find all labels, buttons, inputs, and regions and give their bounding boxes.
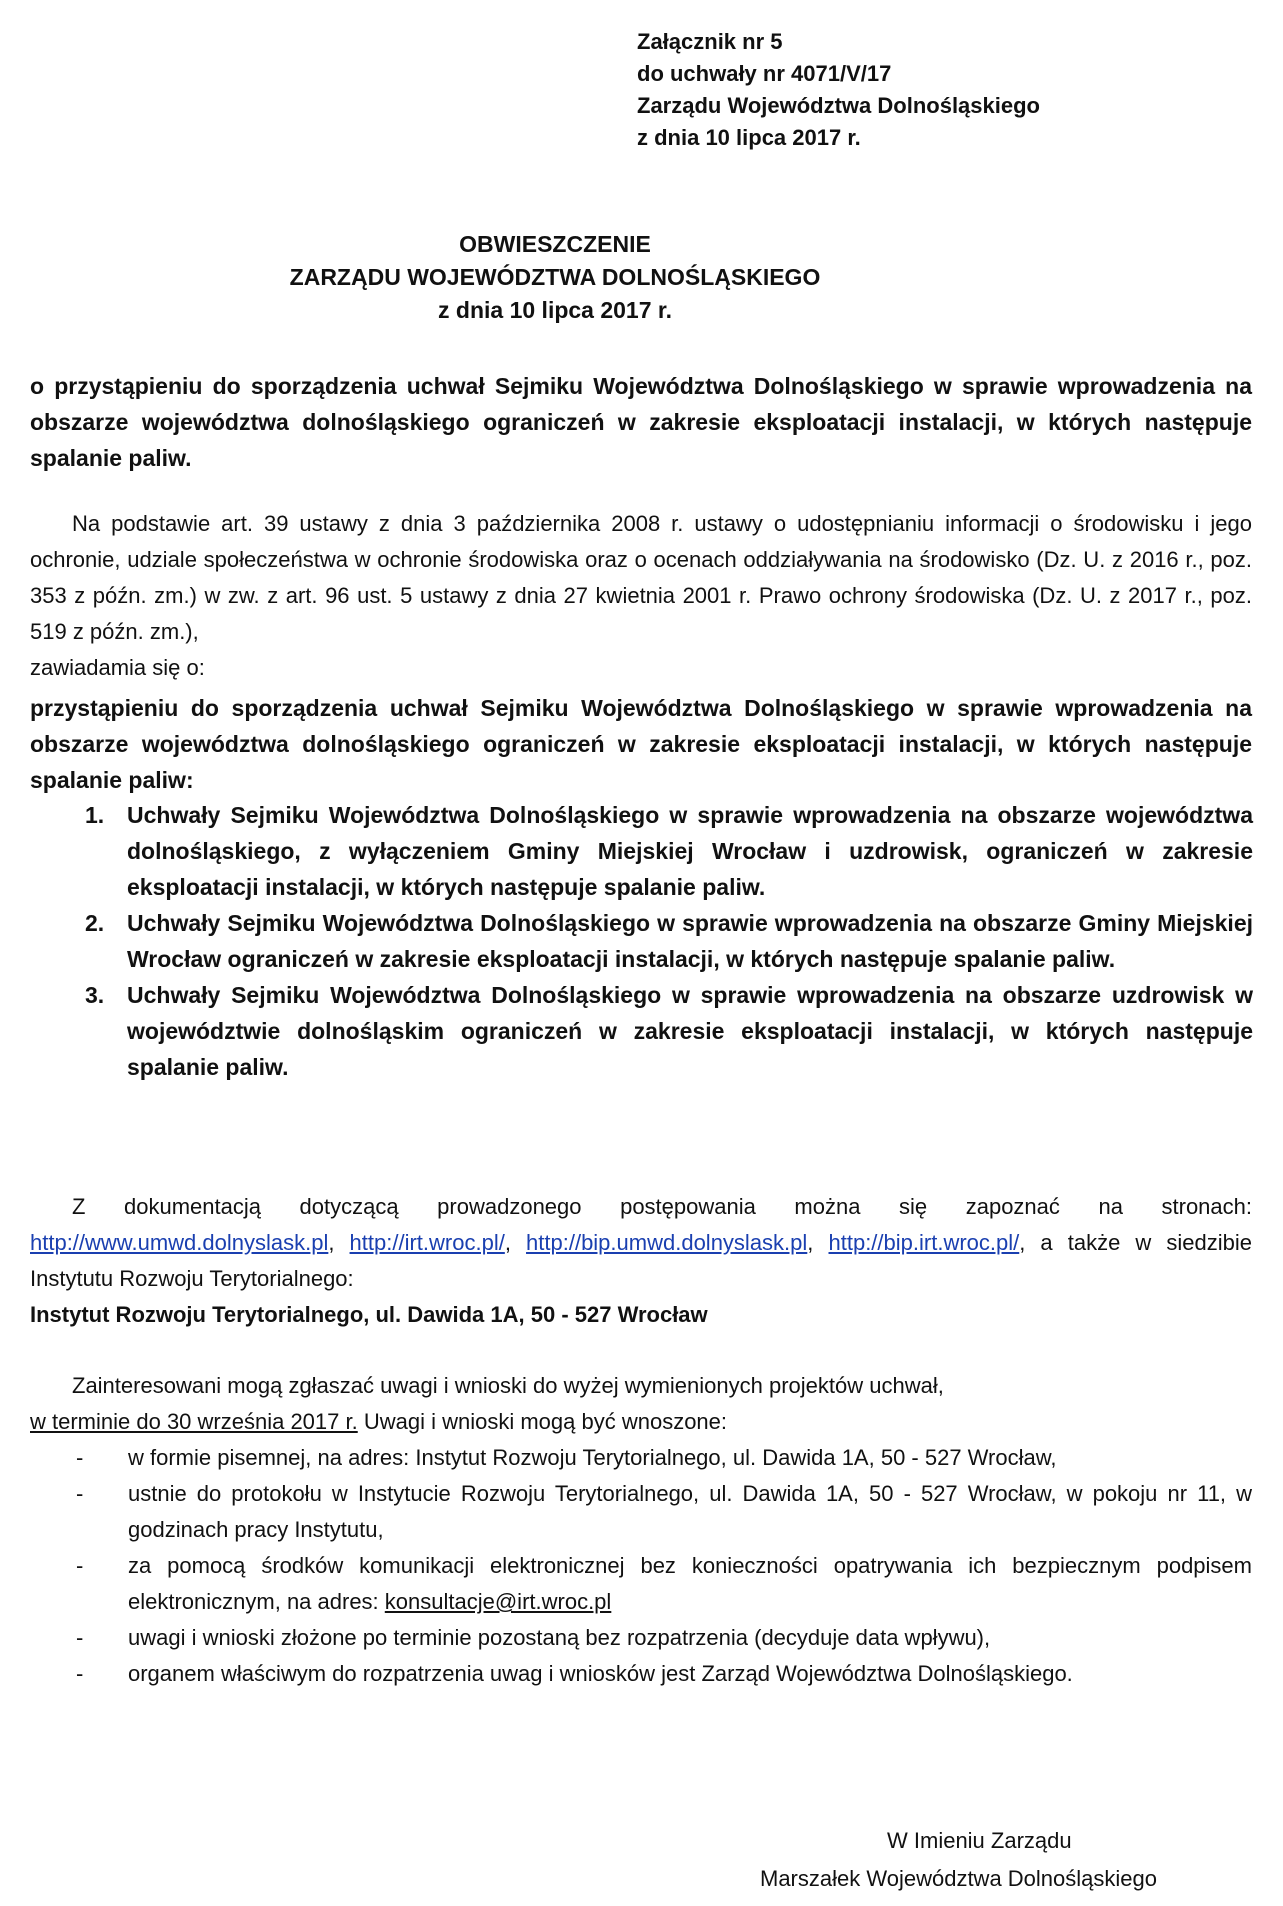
signature-block	[760, 1822, 1260, 1898]
remarks-deadline: w terminie do 30 września 2017 r.	[30, 1409, 358, 1434]
remarks-intro: Zainteresowani mogą zgłaszać uwagi i wnioski do wyżej wymienionych projektów uchwał,	[72, 1373, 944, 1398]
notice-statement: zawiadamia się o:	[30, 655, 205, 680]
notice-authority: ZARZĄDU WOJEWÓDZTWA DOLNOŚLĄSKIEGO	[289, 264, 821, 290]
dash-bullet: -	[76, 1481, 84, 1506]
list-item	[76, 1548, 1252, 1620]
submission-written: w formie pisemnej, na adres: Instytut Rozwoju Terytorialnego, ul. Dawida 1A, 50 - 527 Wrocław,	[128, 1445, 1057, 1470]
link-bip-irt[interactable]: http://bip.irt.wroc.pl/	[828, 1230, 1020, 1255]
dash-bullet: -	[76, 1661, 84, 1686]
resolution-number: 3.	[85, 982, 105, 1008]
attachment-number: Załącznik nr 5	[637, 29, 783, 54]
submission-electronic: za pomocą środków komunikacji elektronicznej bez konieczności opatrywania ich bezpiecznym podpisem elektronicznym, na adres:	[128, 1553, 1252, 1614]
list-item	[76, 1656, 1252, 1692]
issuing-board: Zarządu Województwa Dolnośląskiego	[637, 93, 1040, 118]
resolution-item	[85, 905, 1253, 977]
resolution-number: 2.	[85, 910, 105, 936]
resolution-number: 1.	[85, 802, 105, 828]
documentation-intro: Z dokumentacją dotyczącą prowadzonego postępowania można się zapoznać na stronach:	[72, 1194, 1252, 1219]
legal-basis-text: Na podstawie art. 39 ustawy z dnia 3 października 2008 r. ustawy o udostępnianiu informacji o środowisku i jego ochronie, udziale społeczeństwa w ochronie środowiska oraz o ocenach oddziaływania na środowisko (Dz. U. z 2016 r., poz. 353 z późn. zm.) w zw. z art. 96 ust. 5 ustawy z dnia 27 kwietnia 2001 r. Prawo ochrony środowiska (Dz. U. z 2017 r., poz. 519 z późn. zm.),	[30, 511, 1252, 644]
remarks-paragraph	[30, 1368, 1252, 1440]
documentation-text: Z dokumentacją dotyczącą prowadzonego postępowania można się zapoznać na stronach: http://www.umwd.dolnyslask.pl, http://irt.wroc.pl/, http://bip.umwd.dolnyslask.pl, http://bip.irt.wroc.pl/, a także w siedzibie Instytutu Rozwoju Terytorialnego:	[30, 1194, 1252, 1291]
dash-bullet: -	[76, 1625, 84, 1650]
dash-bullet: -	[76, 1445, 84, 1470]
email-address[interactable]: konsultacje@irt.wroc.pl	[384, 1589, 612, 1614]
link-bip-umwd[interactable]: http://bip.umwd.dolnyslask.pl	[526, 1230, 808, 1255]
resolution-item	[85, 977, 1253, 1085]
attachment-header	[637, 26, 1040, 154]
dash-bullet: -	[76, 1553, 84, 1578]
signature-on-behalf: W Imieniu Zarządu	[887, 1828, 1072, 1853]
competent-authority-note: organem właściwym do rozpatrzenia uwag i wniosków jest Zarząd Województwa Dolnośląskiego.	[128, 1661, 1073, 1686]
late-submission-note: uwagi i wnioski złożone po terminie pozostaną bez rozpatrzenia (decyduje data wpływu),	[128, 1625, 991, 1650]
link-irt[interactable]: http://irt.wroc.pl/	[349, 1230, 505, 1255]
resolution-text: Uchwały Sejmiku Województwa Dolnośląskiego w sprawie wprowadzenia na obszarze województwa dolnośląskiego, z wyłączeniem Gminy Miejskiej Wrocław i uzdrowisk, ograniczeń w zakresie eksploatacji instalacji, w których następuje spalanie paliw.	[127, 802, 1253, 900]
signature-title: Marszałek Województwa Dolnośląskiego	[760, 1866, 1157, 1891]
resolution-item	[85, 797, 1253, 905]
legal-basis-paragraph	[30, 506, 1252, 686]
link-umwd[interactable]: http://www.umwd.dolnyslask.pl	[30, 1230, 329, 1255]
submission-methods-list	[76, 1440, 1252, 1692]
documentation-after: , a także w siedzibie Instytutu Rozwoju Terytorialnego:	[30, 1230, 1252, 1291]
list-item	[76, 1440, 1252, 1476]
resolution-text: Uchwały Sejmiku Województwa Dolnośląskiego w sprawie wprowadzenia na obszarze Gminy Miejskiej Wrocław ograniczeń w zakresie eksploatacji instalacji, w których następuje spalanie paliw.	[127, 910, 1253, 972]
notice-date: z dnia 10 lipca 2017 r.	[438, 297, 672, 323]
notice-subject-repeat: przystąpieniu do sporządzenia uchwał Sejmiku Województwa Dolnośląskiego w sprawie wprowadzenia na obszarze województwa dolnośląskiego ograniczeń w zakresie eksploatacji instalacji, w których następuje spalanie paliw:	[30, 695, 1252, 793]
resolution-reference: do uchwały nr 4071/V/17	[637, 61, 892, 86]
notice-title-block	[0, 228, 1110, 327]
remarks-after: Uwagi i wnioski mogą być wnoszone:	[357, 1409, 728, 1434]
notice-heading: OBWIESZCZENIE	[459, 231, 651, 257]
notice-subject: o przystąpieniu do sporządzenia uchwał Sejmiku Województwa Dolnośląskiego w sprawie wprowadzenia na obszarze województwa dolnośląskiego ograniczeń w zakresie eksploatacji instalacji, w których następuje spalanie paliw.	[30, 373, 1252, 471]
documentation-paragraph	[30, 1189, 1252, 1333]
institute-address: Instytut Rozwoju Terytorialnego, ul. Dawida 1A, 50 - 527 Wrocław	[30, 1302, 708, 1327]
resolution-text: Uchwały Sejmiku Województwa Dolnośląskiego w sprawie wprowadzenia na obszarze uzdrowisk w województwie dolnośląskim ograniczeń w zakresie eksploatacji instalacji, w których następuje spalanie paliw.	[127, 982, 1253, 1080]
submission-oral: ustnie do protokołu w Instytucie Rozwoju Terytorialnego, ul. Dawida 1A, 50 - 527 Wrocław, w pokoju nr 11, w godzinach pracy Instytutu,	[128, 1481, 1252, 1542]
list-item	[76, 1476, 1252, 1548]
attachment-date: z dnia 10 lipca 2017 r.	[637, 125, 861, 150]
resolution-list	[85, 797, 1253, 1085]
list-item	[76, 1620, 1252, 1656]
